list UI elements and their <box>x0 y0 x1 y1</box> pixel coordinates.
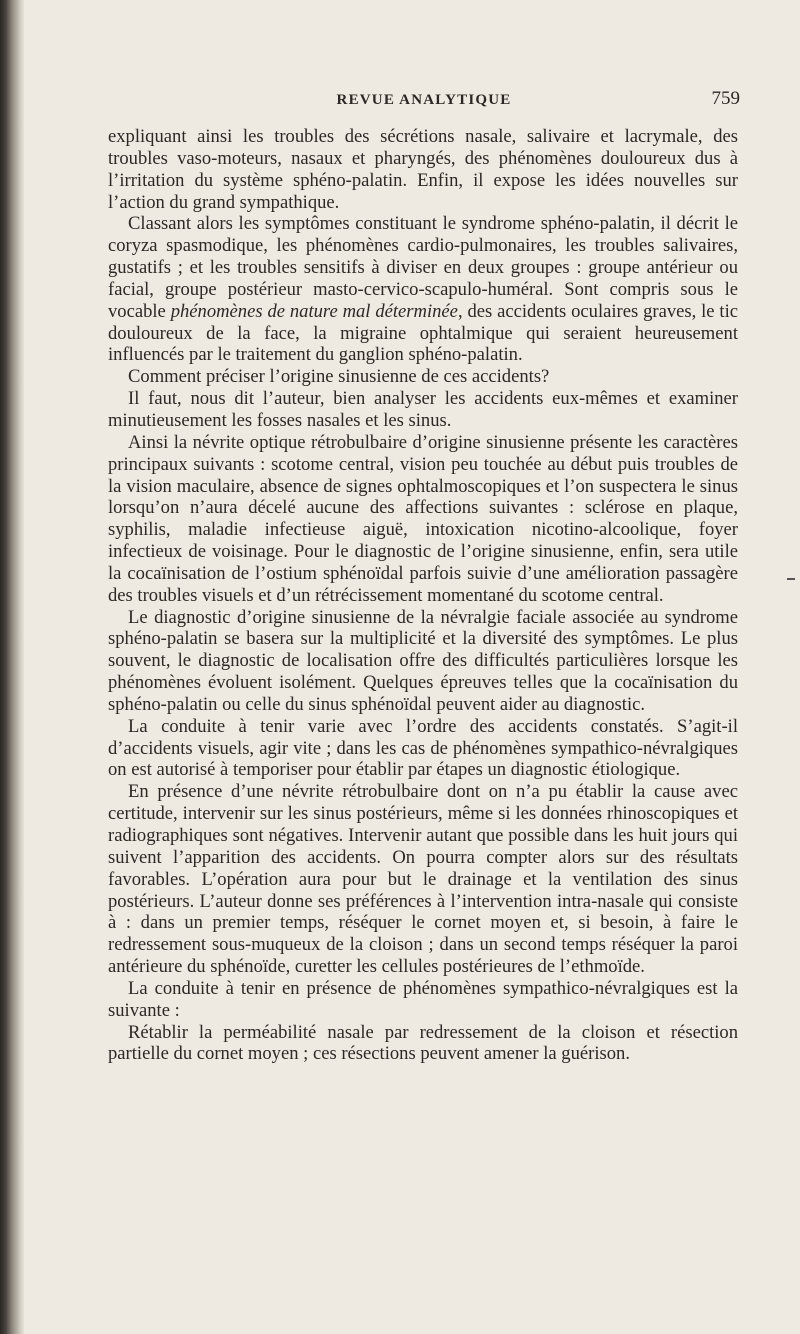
paragraph-9: La conduite à tenir en présence de phénomènes sympathico-névralgiques est la suivante : <box>108 977 738 1021</box>
page-header <box>108 88 740 114</box>
paragraph-10: Rétablir la perméabilité nasale par redressement de la cloison et résection partielle du cornet moyen ; ces résections peuvent amener la guérison. <box>108 1021 738 1065</box>
paragraph-4: Il faut, nous dit l’auteur, bien analyser les accidents eux-mêmes et examiner minutieusement les fosses nasales et les sinus. <box>108 388 738 431</box>
margin-mark <box>787 578 795 580</box>
paragraph-2-italic: phénomènes de nature mal déterminée <box>170 300 458 322</box>
paragraph-5: Ainsi la névrite optique rétrobulbaire d’origine sinusienne présente les caractères principaux suivants : scotome central, vision peu touchée au début puis troubles de la vision maculaire, absence de signes ophtalmoscopiques et l’on suspectera le sinus lorsqu’on n’aura décelé aucune des affections suivantes : sclérose en plaque, syphilis, maladie infectieuse aiguë, intoxication nicotino-alcoolique, foyer infectieux de voisinage. Pour le diagnostic de l’origine sinusienne, enfin, sera utile la cocaïnisation de l’ostium sphénoïdal parfois suivie d’une amélioration passagère des troubles visuels et d’un rétrécissement momentané du scotome central. <box>108 431 738 606</box>
page-number: 759 <box>711 88 740 109</box>
binding-edge <box>0 0 24 1334</box>
paragraph-2-part-b: , des accidents oculaires graves, le tic douloureux de la face, la migraine ophtalmique qui seraient heureusement influencés par le traitement du ganglion sphéno-palatin. <box>108 300 738 366</box>
running-title: REVUE ANALYTIQUE <box>336 92 512 108</box>
body-text <box>108 126 738 1065</box>
paragraph-7: La conduite à tenir varie avec l’ordre des accidents constatés. S’agit-il d’accidents visuels, agir vite ; dans les cas de phénomènes sympathico-névralgiques on est autorisé à temporiser pour établir par étapes un diagnostic étiologique. <box>108 715 738 781</box>
paragraph-8: En présence d’une névrite rétrobulbaire dont on n’a pu établir la cause avec certitude, intervenir sur les sinus postérieurs, même si les données rhinoscopiques et radiographiques sont négatives. Intervenir autant que possible dans les huit jours qui suivent l’apparition des accidents. On pourra compter alors sur des résultats favorables. L’opération aura pour but le drainage et la ventilation des sinus postérieurs. L’auteur donne ses préférences à l’intervention intra-nasale qui consiste à : dans un premier temps, réséquer le cornet moyen et, si besoin, à faire le redressement sous-muqueux de la cloison ; dans un second temps réséquer la paroi antérieure du sphénoïde, curetter les cellules postérieures de l’ethmoïde. <box>108 781 738 978</box>
paragraph-1: expliquant ainsi les troubles des sécrétions nasale, salivaire et lacrymale, des troubles vaso-moteurs, nasaux et pharyngés, des phénomènes douloureux dus à l’irritation du système sphéno-palatin. Enfin, il expose les idées nouvelles sur l’action du grand sympathique. <box>108 126 738 213</box>
paragraph-6: Le diagnostic d’origine sinusienne de la névralgie faciale associée au syndrome sphéno-palatin se basera sur la multiplicité et la diversité des symptômes. Le plus souvent, le diagnostic de localisation offre des difficultés particulières lorsque les phénomènes évoluent isolément. Quelques épreuves telles que la cocaïnisation du sphéno-palatin ou celle du sinus sphénoïdal peuvent aider au diagnostic. <box>108 606 738 715</box>
paragraph-2 <box>108 213 738 366</box>
paragraph-2-part-a: Classant alors les symptômes constituant le syndrome sphéno-palatin, il décrit le coryza spasmodique, les phénomènes cardio-pulmonaires, les troubles salivaires, gustatifs ; et les troubles sensitifs à diviser en deux groupes : groupe antérieur ou facial, groupe postérieur masto-cervico-scapulo-huméral. Sont compris sous le vocable <box>108 213 738 322</box>
paragraph-3: Comment préciser l’origine sinusienne de ces accidents? <box>128 366 550 388</box>
